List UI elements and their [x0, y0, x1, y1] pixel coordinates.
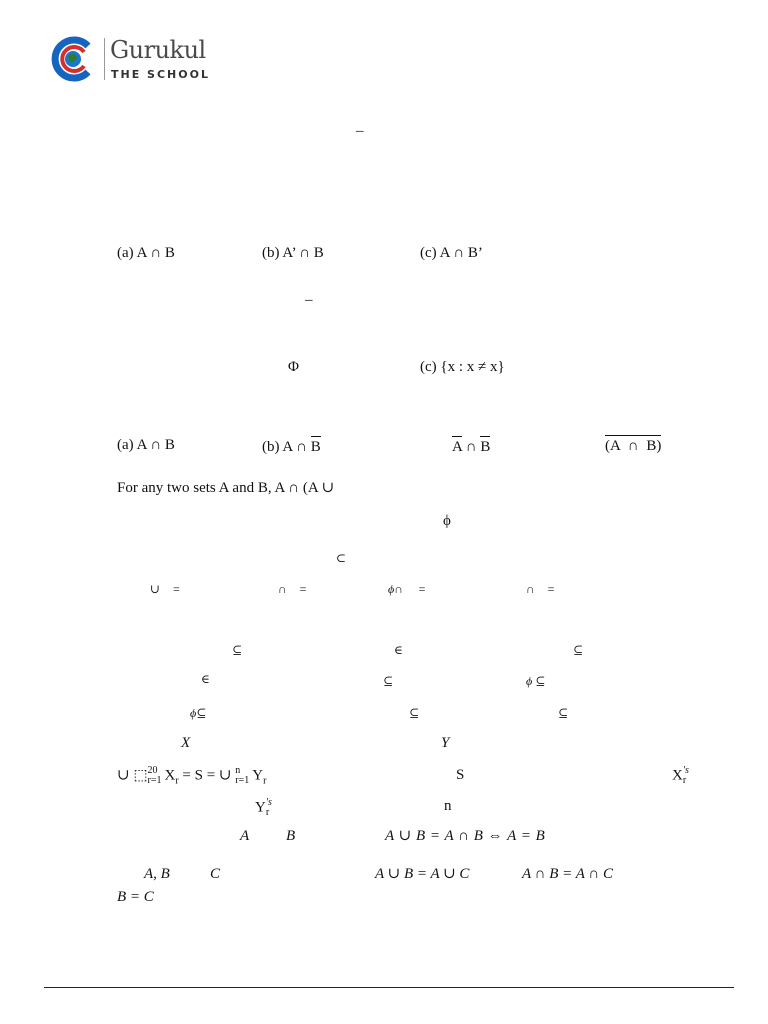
logo-name: Gurukul — [110, 36, 206, 64]
q7-x-sub: r=1 — [147, 775, 162, 786]
q3-option-d — [605, 439, 661, 454]
q4-phi: ϕ — [443, 513, 451, 529]
q1-dash: – — [356, 123, 364, 139]
gurukul-emblem-icon — [48, 34, 98, 84]
gurukul-logo — [48, 34, 218, 84]
q9-statement-2: A ∩ B = A ∩ C — [522, 866, 613, 882]
q2-option-b: Φ — [288, 359, 299, 375]
q3-c-mid: ∩ — [462, 439, 481, 455]
q5-subset: ⊂ — [336, 551, 347, 565]
q5-option-2: ∩ = — [278, 582, 307, 596]
q3-b-bar: B — [311, 436, 321, 455]
q3-c-bar2: B — [480, 436, 490, 455]
q3-d-bar: (A ∩ B) — [605, 435, 661, 454]
q7-Yrs-sup: ′s — [265, 797, 272, 808]
q7-Xrs-sub: r — [682, 775, 687, 786]
q7-Yrs — [255, 798, 272, 818]
q6-r3c3: ⊆ — [558, 706, 569, 720]
q7-Xrs-sup: ′s — [682, 765, 689, 776]
q9-C: C — [210, 866, 221, 882]
q3-option-c — [452, 440, 490, 455]
q1-option-c: (c) A ∩ B’ — [420, 245, 483, 261]
q3-b-prefix: (b) A ∩ — [262, 439, 311, 455]
q7-S: S — [456, 767, 465, 783]
q7-y-r: r — [263, 775, 267, 787]
q9-conclusion: B = C — [117, 889, 154, 905]
q7-Y: Y — [441, 735, 450, 751]
q7-y-term: Y — [252, 767, 264, 784]
q8-A: A — [240, 828, 250, 844]
q6-r2c3: ϕ ⊆ — [526, 674, 546, 688]
q1-option-a: (a) A ∩ B — [117, 245, 175, 261]
q9-AB: A, B — [144, 866, 170, 882]
q7-Yrs-sub: r — [265, 807, 270, 818]
q6-r3c1: ϕ⊆ — [190, 706, 207, 720]
q5-option-4: ∩ = — [526, 582, 555, 596]
q7-eq: = S = ∪ — [178, 767, 236, 784]
q7-X: X — [181, 735, 191, 751]
q7-x-r: r — [175, 775, 179, 787]
q6-r1c3: ⊆ — [573, 643, 584, 657]
q6-r1c1: ⊆ — [232, 643, 243, 657]
q7-y-sup: n — [235, 765, 241, 776]
q7-x-sup: 20 — [147, 765, 158, 776]
q3-c-bar1: A — [452, 436, 462, 455]
q4-text: For any two sets A and B, A ∩ (A ∪ — [117, 480, 335, 496]
q7-union-x: ∪ ⬚ — [117, 767, 148, 784]
q7-x-term: X — [164, 767, 176, 784]
q2-dash: – — [305, 292, 313, 308]
q8-statement: A ∪ B = A ∩ B ⇔ A = B — [385, 828, 545, 844]
q8-B: B — [286, 828, 296, 844]
q5-option-1: ∪ = — [150, 582, 180, 596]
q7-n: n — [444, 798, 452, 814]
q1-option-b: (b) A’ ∩ B — [262, 245, 324, 261]
q7-y-sub: r=1 — [235, 775, 250, 786]
q2-option-c: (c) {x : x ≠ x} — [420, 359, 505, 375]
footer-rule — [44, 987, 734, 988]
q6-r1c2: ∈ — [394, 643, 403, 657]
q9-statement-1: A ∪ B = A ∪ C — [375, 866, 470, 882]
q7-Xrs — [672, 766, 689, 786]
q6-r2c2: ⊆ — [383, 674, 394, 688]
q7-Xrs-main: X — [672, 767, 683, 784]
q7-union-equation — [117, 766, 266, 786]
q3-option-b — [262, 440, 321, 455]
q7-Yrs-main: Y — [255, 799, 266, 816]
logo-divider — [104, 38, 105, 80]
q5-option-3: ϕ∩ = — [388, 582, 426, 596]
logo-subtitle: THE SCHOOL — [111, 68, 210, 81]
q6-r3c2: ⊆ — [409, 706, 420, 720]
q6-r2c1: ∈ — [201, 672, 210, 686]
q3-option-a: (a) A ∩ B — [117, 437, 175, 453]
